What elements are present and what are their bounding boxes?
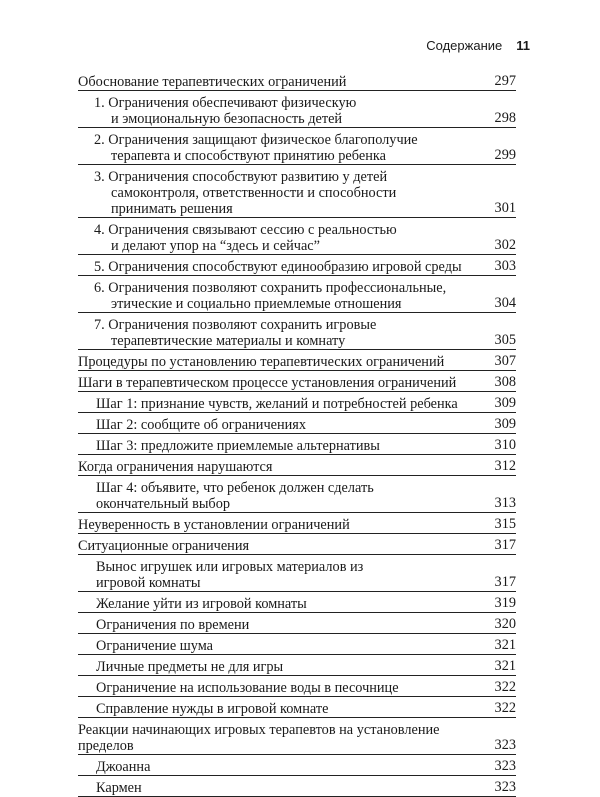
toc-entry [78,517,516,534]
toc-entry-page: 322 [494,679,516,695]
toc-entry-title [94,222,516,254]
toc-entry [78,659,516,676]
toc-entry-line: Ограничения по времени [96,617,250,633]
toc-entry-line: 4. Ограничения связывают сессию с реальностью [94,222,397,238]
toc-entry [78,417,516,434]
toc-entry-line: этические и социально приемлемые отношения [111,296,402,312]
toc-entry [78,701,516,718]
toc-entry-page: 309 [494,395,516,411]
running-head [0,38,530,53]
toc-entry-page: 321 [494,637,516,653]
toc-entry-page: 299 [494,147,516,163]
toc-entry-page: 301 [494,200,516,216]
toc-entry-line: 2. Ограничения защищают физическое благополучие [94,132,418,148]
toc-entry-line: терапевтические материалы и комнату [111,333,346,349]
toc-entry-title [96,617,516,633]
toc-entry-line: Ограничение шума [96,638,214,654]
toc-entry-title [96,480,516,512]
toc-entry-title [94,280,516,312]
toc-entry-page: 313 [494,495,516,511]
toc-entry-title [96,759,516,775]
toc-entry-page: 302 [494,237,516,253]
toc-entry [78,169,516,218]
toc-entry [78,680,516,697]
toc-entry [78,559,516,592]
toc-entry-title [78,354,516,370]
toc-entry-line: Обоснование терапевтических ограничений [78,74,347,90]
toc-entry-line: Реакции начинающих игровых терапевтов на установление [78,722,440,738]
toc-entry-title [96,680,516,696]
toc-entry [78,280,516,313]
toc-entry-page: 323 [494,779,516,795]
toc-entry-page: 305 [494,332,516,348]
toc-entry-page: 321 [494,658,516,674]
toc-entry [78,74,516,91]
toc-entry-line: Вынос игрушек или игровых материалов из [96,559,364,575]
toc-entry-line: Когда ограничения нарушаются [78,459,273,475]
toc-entry-title [96,596,516,612]
toc-entry-title [94,95,516,127]
toc-entry-line: 6. Ограничения позволяют сохранить профессиональные, [94,280,447,296]
toc-entry-title [94,132,516,164]
toc-entry-page: 317 [494,537,516,553]
toc-entry [78,132,516,165]
toc-entry-title [78,517,516,533]
toc-entry-line: Личные предметы не для игры [96,659,284,675]
toc-entry-title [96,659,516,675]
toc-entry-line: самоконтроля, ответственности и способности [111,185,397,201]
toc-entry-title [96,396,516,412]
toc-entry [78,95,516,128]
toc-entry-page: 323 [494,758,516,774]
toc-entry-line: Ограничение на использование воды в песочнице [96,680,399,696]
toc-entry-line: и делают упор на “здесь и сейчас” [111,238,321,254]
toc-entry-title [94,317,516,349]
toc-entry-page: 319 [494,595,516,611]
toc-entry-line: терапевта и способствуют принятию ребенка [111,148,386,164]
toc-entry [78,480,516,513]
toc-entry-line: окончательный выбор [96,496,230,512]
toc-entry [78,780,516,797]
toc-entry-page: 308 [494,374,516,390]
toc-entry-line: Ситуационные ограничения [78,538,250,554]
toc-entry-title [78,722,516,754]
running-head-title: Содержание [426,38,503,53]
toc-entry-title [78,538,516,554]
toc-entry-line: Справление нужды в игровой комнате [96,701,329,717]
toc-entry-title [96,780,516,796]
toc-entry-page: 322 [494,700,516,716]
toc-entry [78,538,516,555]
toc-entry-title [96,417,516,433]
toc-entry [78,759,516,776]
toc-entry-title [94,169,516,217]
toc-entry-page: 297 [494,73,516,89]
toc-entry-page: 307 [494,353,516,369]
toc-entry-title [96,559,516,591]
toc-entry-title [94,259,516,275]
toc-entry [78,438,516,455]
toc-entry-title [78,375,516,391]
toc-entry [78,396,516,413]
toc-entry-line: Процедуры по установлению терапевтических ограничений [78,354,445,370]
toc-entry-page: 304 [494,295,516,311]
toc-entry [78,638,516,655]
toc-entry-line: Шаги в терапевтическом процессе установления ограничений [78,375,457,391]
toc-entry [78,459,516,476]
toc-entry [78,259,516,276]
toc-entry [78,596,516,613]
toc-entry-page: 317 [494,574,516,590]
toc-entry-line: принимать решения [111,201,233,217]
toc-entry-page: 310 [494,437,516,453]
toc-entry-line: 3. Ограничения способствуют развитию у детей [94,169,388,185]
toc-entry [78,722,516,755]
toc-entry-line: 5. Ограничения способствуют единообразию игровой среды [94,259,462,275]
toc-entry-line: Шаг 1: признание чувств, желаний и потребностей ребенка [96,396,458,412]
toc-entry-page: 303 [494,258,516,274]
toc-entry-line: и эмоциональную безопасность детей [111,111,343,127]
toc-entry-line: 1. Ограничения обеспечивают физическую [94,95,357,111]
toc-entry [78,617,516,634]
toc-entry-page: 312 [494,458,516,474]
toc-entry-line: 7. Ограничения позволяют сохранить игровые [94,317,377,333]
toc-entry-page: 323 [494,737,516,753]
toc-entry-page: 309 [494,416,516,432]
toc-entry [78,354,516,371]
toc-entry-page: 315 [494,516,516,532]
toc-entry-title [96,638,516,654]
page-number: 11 [516,38,530,53]
toc-entry-line: Шаг 3: предложите приемлемые альтернативы [96,438,380,454]
toc-entry [78,317,516,350]
toc-entry [78,222,516,255]
toc-entry-line: Шаг 2: сообщите об ограничениях [96,417,307,433]
toc-entry-line: Кармен [96,780,142,796]
toc-entry-line: Желание уйти из игровой комнаты [96,596,307,612]
toc-entry-line: Джоанна [96,759,151,775]
toc-entry-title [78,74,516,90]
toc-entry-line: Шаг 4: объявите, что ребенок должен сделать [96,480,374,496]
table-of-contents [78,70,516,797]
toc-entry-page: 320 [494,616,516,632]
toc-entry-line: пределов [78,738,134,754]
toc-entry-title [96,701,516,717]
toc-entry [78,375,516,392]
toc-entry-line: игровой комнаты [96,575,201,591]
toc-entry-page: 298 [494,110,516,126]
toc-entry-title [78,459,516,475]
toc-entry-line: Неуверенность в установлении ограничений [78,517,350,533]
toc-entry-title [96,438,516,454]
